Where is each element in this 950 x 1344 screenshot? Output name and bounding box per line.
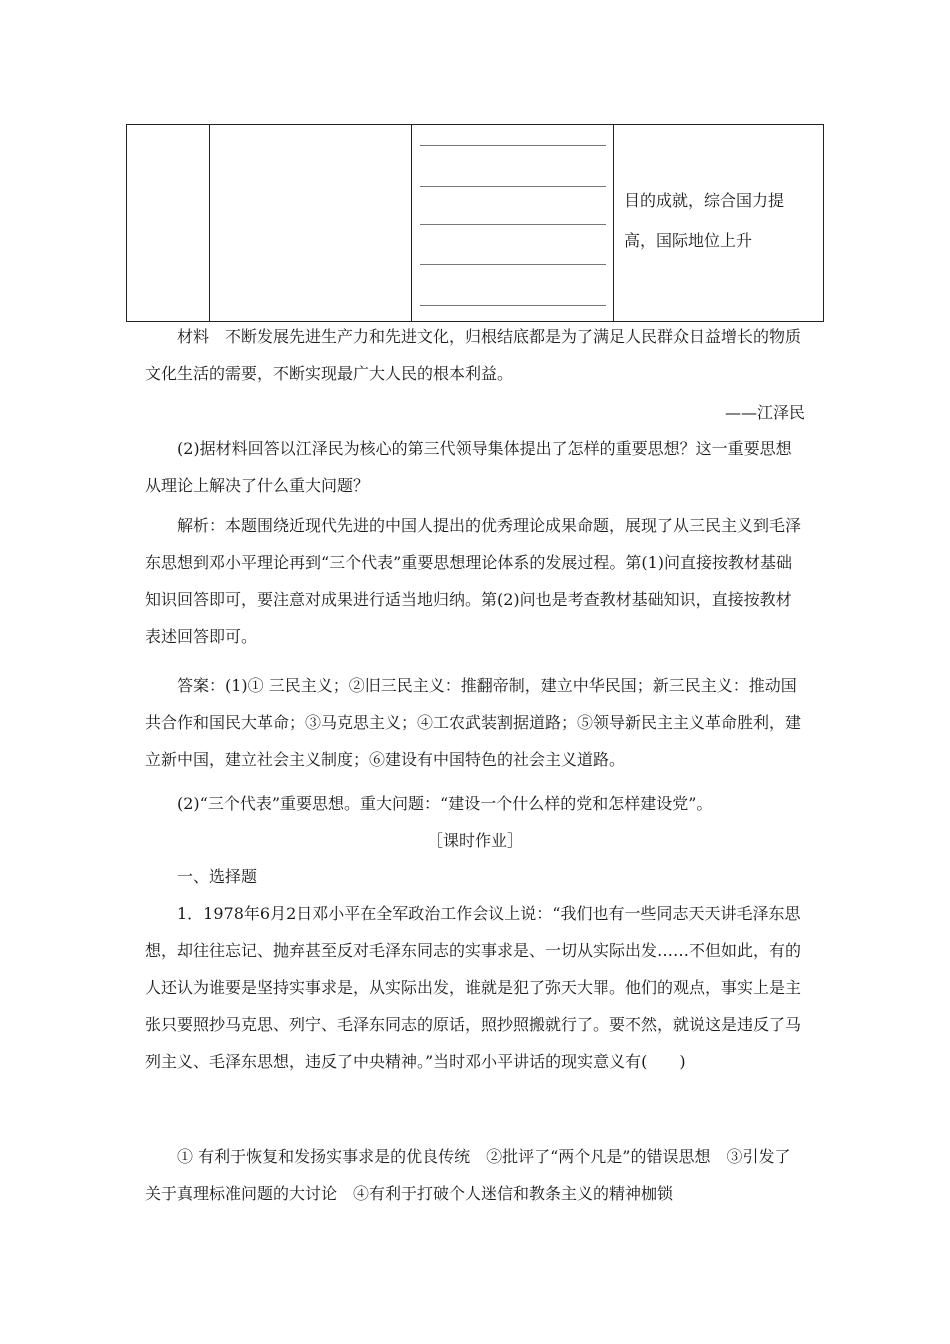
section-title: 一、选择题	[177, 867, 258, 886]
material-source: ——江泽民	[724, 403, 805, 422]
question-1: 1．1978年6月2日邓小平在全军政治工作会议上说：“我们也有一些同志天天讲毛泽东思想，却往往忘记、抛弃甚至反对毛泽东同志的实事求是、一切从实际出发……不但如此，有的人还认为谁要是坚持实事求是，从实际出发，谁就是犯了弥天大罪。他们的观点，事实上是主张只要照抄马克思、列宁、毛泽东同志的原话，照抄照搬就行了。要不然，就说这是违反了马列主义、毛泽东思想，违反了中央精神。”当时邓小平讲话的现实意义有( )	[145, 904, 802, 1071]
cell-line: 目的成就，综合国力提	[624, 191, 785, 210]
analysis-paragraph: 解析：本题围绕近现代先进的中国人提出的优秀理论成果命题，展现了从三民主义到毛泽东思想到邓小平理论再到“三个代表”重要思想理论体系的发展过程。第(1)问直接按教材基础知识回答即可，要注意对成果进行适当地归纳。第(2)问也是考查教材基础知识，直接按教材表述回答即可。	[145, 516, 802, 646]
answer-part-1: 答案：(1)① 三民主义；②旧三民主义：推翻帝制，建立中华民国；新三民主义：推动国共合作和国民大革命；③马克思主义；④工农武装割据道路；⑤领导新民主主义革命胜利，建立新中国，建立社会主义制度；⑥建设有中国特色的社会主义道路。	[145, 676, 802, 769]
blank-line	[420, 264, 606, 265]
cell-line: 高，国际地位上升	[624, 231, 753, 250]
question-2: (2)据材料回答以江泽民为核心的第三代领导集体提出了怎样的重要思想？这一重要思想从理论上解决了什么重大问题？	[145, 439, 792, 495]
table-divider	[613, 125, 614, 321]
table-divider	[411, 125, 412, 321]
table-cell-achievement	[624, 181, 814, 261]
blank-line	[420, 224, 606, 225]
blank-line	[420, 186, 606, 187]
blank-line	[420, 305, 606, 306]
blank-line	[420, 145, 606, 146]
answer-part-2: (2)“三个代表”重要思想。重大问题：“建设一个什么样的党和怎样建设党”。	[177, 794, 713, 813]
material-text: 材料 不断发展先进生产力和先进文化，归根结底都是为了满足人民群众日益增长的物质文化生活的需要，不断实现最广大人民的根本利益。	[145, 327, 802, 383]
answer-table	[126, 124, 824, 322]
table-divider	[209, 125, 210, 321]
question-1-options: ① 有利于恢复和发扬实事求是的优良传统 ②批评了“两个凡是”的错误思想 ③引发了关于真理标准问题的大讨论 ④有利于打破个人迷信和教条主义的精神枷锁	[145, 1147, 791, 1203]
homework-title: ［课时作业］	[426, 831, 523, 850]
